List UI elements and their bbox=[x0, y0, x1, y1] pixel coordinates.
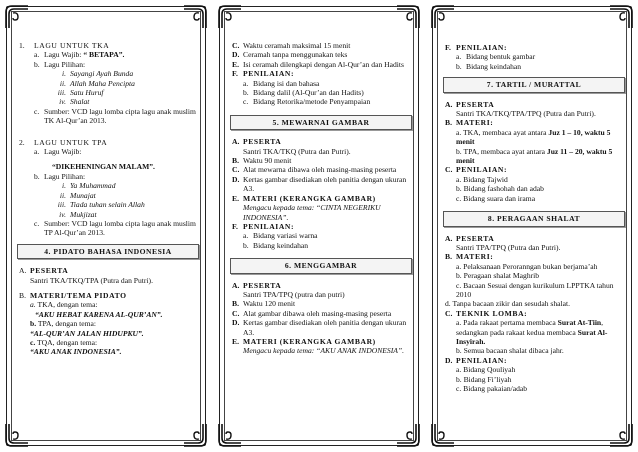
list-item: C. Alat gambar dibawa oleh masing-masing peserta bbox=[232, 308, 392, 318]
materi-heading: E. MATERI (KERANGKA GAMBAR) bbox=[232, 336, 376, 346]
penilaian-heading: C. PENILAIAN: bbox=[445, 165, 508, 175]
penilaian-heading: F. PENILAIAN: bbox=[232, 69, 295, 79]
list-item: iii. Tiada tuhan selain Allah bbox=[57, 200, 145, 210]
list-item: a. Pada rakaat pertama membaca Surat At-Tiin, sedangkan pada rakaat kedua membaca Surat Al-Insyirah. bbox=[456, 318, 608, 346]
column-3-panel bbox=[432, 6, 632, 446]
list-item: b. Bidang dalil (Al-Qur’an dan Hadits) bbox=[243, 88, 364, 98]
column-3-content: F. PENILAIAN: a. Bidang bentuk gambar b. Bidang keindahan 7. TARTIL / MURATTAL A. PESERTA Santri TKA/TKQ/TPA/TPQ (Putra dan Putri). B. MATERI: a. TKA, membaca ayat antara Juz 1 – 10, waktu 5 menit b. TPA, membaca ayat antara Juz 11 – 20, waktu 5 menit C. PENILAIAN: a. Bidang Tajwid b. Bidang fashohah dan adab c. Bidang suara dan irama 8. PERAGAAN SHALAT A. PESERTA Santri TPA/TPQ (Putra dan Putri). B. MATERI: a. Pelaksanaan Peroranngan bukan berjama’ah b. Peragaan shalat Maghrib c. Bacaan Sesuai dengan kurikulum LPPTKA tahun 2010 d. Tanpa bacaan zikir dan sesudah shalat. C. TEKNIK LOMBA: a. Pada rakaat pertama membaca Surat At-Tiin, sedangkan pada rakaat kedua membaca Surat Al-Insyirah. b. Semua bacaan shalat dibaca jahr. D. PENILAIAN: a. Bidang Qouliyah b. Bidang Fi’liyah c. Bidang pakaian/adab bbox=[445, 43, 623, 393]
column-1-panel bbox=[6, 6, 206, 446]
list-item: C. Waktu ceramah maksimal 15 menit bbox=[232, 41, 351, 50]
corner-ornament-icon bbox=[217, 4, 243, 30]
column-1-content bbox=[19, 41, 197, 357]
list-item: d. Tanpa bacaan zikir dan sesudah shalat. bbox=[445, 299, 570, 309]
list-item: c. Bidang suara dan irama bbox=[456, 193, 536, 203]
list-item: a. Bidang isi dan bahasa bbox=[243, 78, 320, 88]
materi-heading: E. MATERI (KERANGKA GAMBAR) bbox=[232, 193, 376, 203]
corner-ornament-icon bbox=[182, 422, 208, 448]
corner-ornament-icon bbox=[4, 422, 30, 448]
list-item: c. Sumber: VCD lagu lomba cipta lagu anak muslim TP Al-Qur’an 2013. bbox=[34, 218, 196, 238]
peserta-text: Santri TKA/TKQ/TPA (Putra dan Putri). bbox=[30, 275, 153, 285]
list-item: B. Waktu 90 menit bbox=[232, 156, 292, 166]
corner-ornament-icon bbox=[608, 4, 634, 30]
section-lagu-tpa-title: 2. LAGU UNTUK TPA bbox=[19, 137, 108, 147]
peserta-heading: A. PESERTA bbox=[445, 233, 495, 243]
section-heading-mewarnai: 5. MEWARNAI GAMBAR bbox=[230, 115, 412, 130]
list-item: a. Lagu Wajib: bbox=[34, 147, 82, 157]
list-item: b. Bidang fashohah dan adab bbox=[456, 184, 544, 194]
list-item: ii. Allah Maha Pencipta bbox=[59, 78, 135, 88]
list-item: C. Alat mewarna dibawa oleh masing-masing peserta bbox=[232, 165, 397, 175]
list-item: a. Bidang variasi warna bbox=[243, 231, 318, 241]
list-item: a. Pelaksanaan Peroranngan bukan berjama’ah bbox=[456, 261, 598, 271]
list-item: D. Kertas gambar disediakan oleh panitia dengan ukuran A3. bbox=[232, 318, 407, 337]
section-heading-tartil: 7. TARTIL / MURATTAL bbox=[443, 77, 625, 92]
theme-text: “AKU HEBAT KARENA AL-QUR’AN”. bbox=[35, 309, 163, 319]
list-item: a. TKA, dengan tema: bbox=[30, 300, 98, 310]
peserta-heading: A. PESERTA bbox=[232, 280, 282, 290]
list-item: iv. Mukjizat bbox=[59, 209, 97, 219]
song-title: “DIKEHENINGAN MALAM”. bbox=[52, 162, 155, 172]
list-item: a. Lagu Wajib: “ BETAPA”. bbox=[34, 50, 125, 60]
list-item: b. Semua bacaan shalat dibaca jahr. bbox=[456, 346, 564, 356]
section-heading-pidato: 4. PIDATO BAHASA INDONESIA bbox=[17, 244, 199, 259]
list-item: E. Isi ceramah dilengkapi dengan Al-Qur’an dan Hadits bbox=[232, 59, 404, 69]
list-item: b. TPA, membaca ayat antara Juz 11 – 20, waktu 5 menit bbox=[456, 146, 613, 166]
list-item: b. Lagu Pilihan: bbox=[34, 59, 86, 69]
corner-ornament-icon bbox=[4, 4, 30, 30]
materi-heading: B. MATERI: bbox=[445, 118, 494, 128]
list-item: a. Bidang Qouliyah bbox=[456, 365, 516, 375]
penilaian-heading: F. PENILAIAN: bbox=[232, 221, 295, 231]
peserta-heading: A. PESERTA bbox=[19, 266, 69, 276]
column-2-panel bbox=[219, 6, 419, 446]
list-item: iv. Shalat bbox=[59, 97, 90, 107]
list-item: c. Bidang pakaian/adab bbox=[456, 384, 528, 393]
section-lagu-tk-title: 1. LAGU UNTUK TKA bbox=[19, 41, 110, 50]
list-item: a. Bidang Tajwid bbox=[456, 174, 508, 184]
list-item: b. Peragaan shalat Maghrib bbox=[456, 271, 540, 281]
corner-ornament-icon bbox=[608, 422, 634, 448]
list-item: iii. Satu Huruf bbox=[57, 88, 104, 98]
list-item: b. Bidang keindahan bbox=[243, 240, 309, 250]
section-heading-shalat: 8. PERAGAAN SHALAT bbox=[443, 211, 625, 226]
corner-ornament-icon bbox=[395, 4, 421, 30]
section-heading-menggambar: 6. MENGGAMBAR bbox=[230, 258, 412, 273]
list-item: i. Ya Muhammad bbox=[61, 181, 116, 191]
list-item: B. Waktu 120 menit bbox=[232, 299, 296, 309]
list-item: b. Lagu Pilihan: bbox=[34, 171, 86, 181]
peserta-heading: A. PESERTA bbox=[445, 99, 495, 109]
list-item: D. Kertas gambar disediakan oleh panitia dengan ukuran A3. bbox=[232, 174, 407, 194]
list-item: b. Bidang keindahan bbox=[456, 61, 522, 71]
list-item: ii. Munajat bbox=[59, 190, 96, 200]
list-item: D. Ceramah tanpa menggunakan teks bbox=[232, 50, 348, 60]
materi-heading: B. MATERI/TEMA PIDATO bbox=[19, 290, 127, 300]
penilaian-heading: F. PENILAIAN: bbox=[445, 43, 508, 52]
list-item: c. Bidang Retorika/metode Penyampaian bbox=[243, 97, 371, 107]
list-item: b. Bidang Fi’liyah bbox=[456, 374, 512, 384]
penilaian-heading: D. PENILAIAN: bbox=[445, 355, 508, 365]
list-item: c. Bacaan Sesuai dengan kurikulum LPPTKA tahun 2010 bbox=[456, 280, 614, 299]
list-item: a. TKA, membaca ayat antara Juz 1 – 10, waktu 5 menit bbox=[456, 127, 611, 147]
teknik-heading: C. TEKNIK LOMBA: bbox=[445, 308, 528, 318]
list-item: c. Sumber: VCD lagu lomba cipta lagu anak muslim TK Al-Qur’an 2013. bbox=[34, 106, 196, 126]
list-item: a. Bidang bentuk gambar bbox=[456, 52, 536, 62]
materi-heading: B. MATERI: bbox=[445, 252, 494, 262]
corner-ornament-icon bbox=[217, 422, 243, 448]
corner-ornament-icon bbox=[430, 4, 456, 30]
corner-ornament-icon bbox=[182, 4, 208, 30]
column-2-content: C. Waktu ceramah maksimal 15 menit D. Ceramah tanpa menggunakan teks E. Isi ceramah dilengkapi dengan Al-Qur’an dan Hadits F. PENILAIAN: a. Bidang isi dan bahasa b. Bidang dalil (Al-Qur’an dan Hadits) c. Bidang Retorika/metode Penyampaian 5. MEWARNAI GAMBAR A. PESERTA Santri TKA/TKQ (Putra dan Putri). B. Waktu 90 menit C. Alat mewarna dibawa oleh masing-masing peserta D. Kertas gambar disediakan oleh panitia dengan ukuran A3. E. MATERI (KERANGKA GAMBAR) Mengacu kepada tema: “CINTA NEGERIKU INDONESIA”. F. PENILAIAN: a. Bidang variasi warna b. Bidang keindahan 6. MENGGAMBAR A. PESERTA Santri TPA/TPQ (putra dan putri) B. Waktu 120 menit C. Alat gambar dibawa oleh masing-masing peserta D. Kertas gambar disediakan oleh panitia dengan ukuran A3. E. MATERI (KERANGKA GAMBAR) Mengacu kepada tema: “AKU ANAK INDONESIA”. bbox=[232, 41, 410, 356]
list-item: b. TPA, dengan tema: bbox=[30, 319, 97, 329]
list-item: c. TQA, dengan tema: bbox=[30, 337, 98, 347]
peserta-heading: A. PESERTA bbox=[232, 137, 282, 147]
corner-ornament-icon bbox=[430, 422, 456, 448]
list-item: i. Sayangi Ayah Bunda bbox=[61, 69, 134, 79]
theme-text: “AL-QUR’AN JALAN HIDUPKU”. bbox=[30, 328, 144, 338]
theme-text: “AKU ANAK INDONESIA”. bbox=[30, 347, 122, 357]
corner-ornament-icon bbox=[395, 422, 421, 448]
